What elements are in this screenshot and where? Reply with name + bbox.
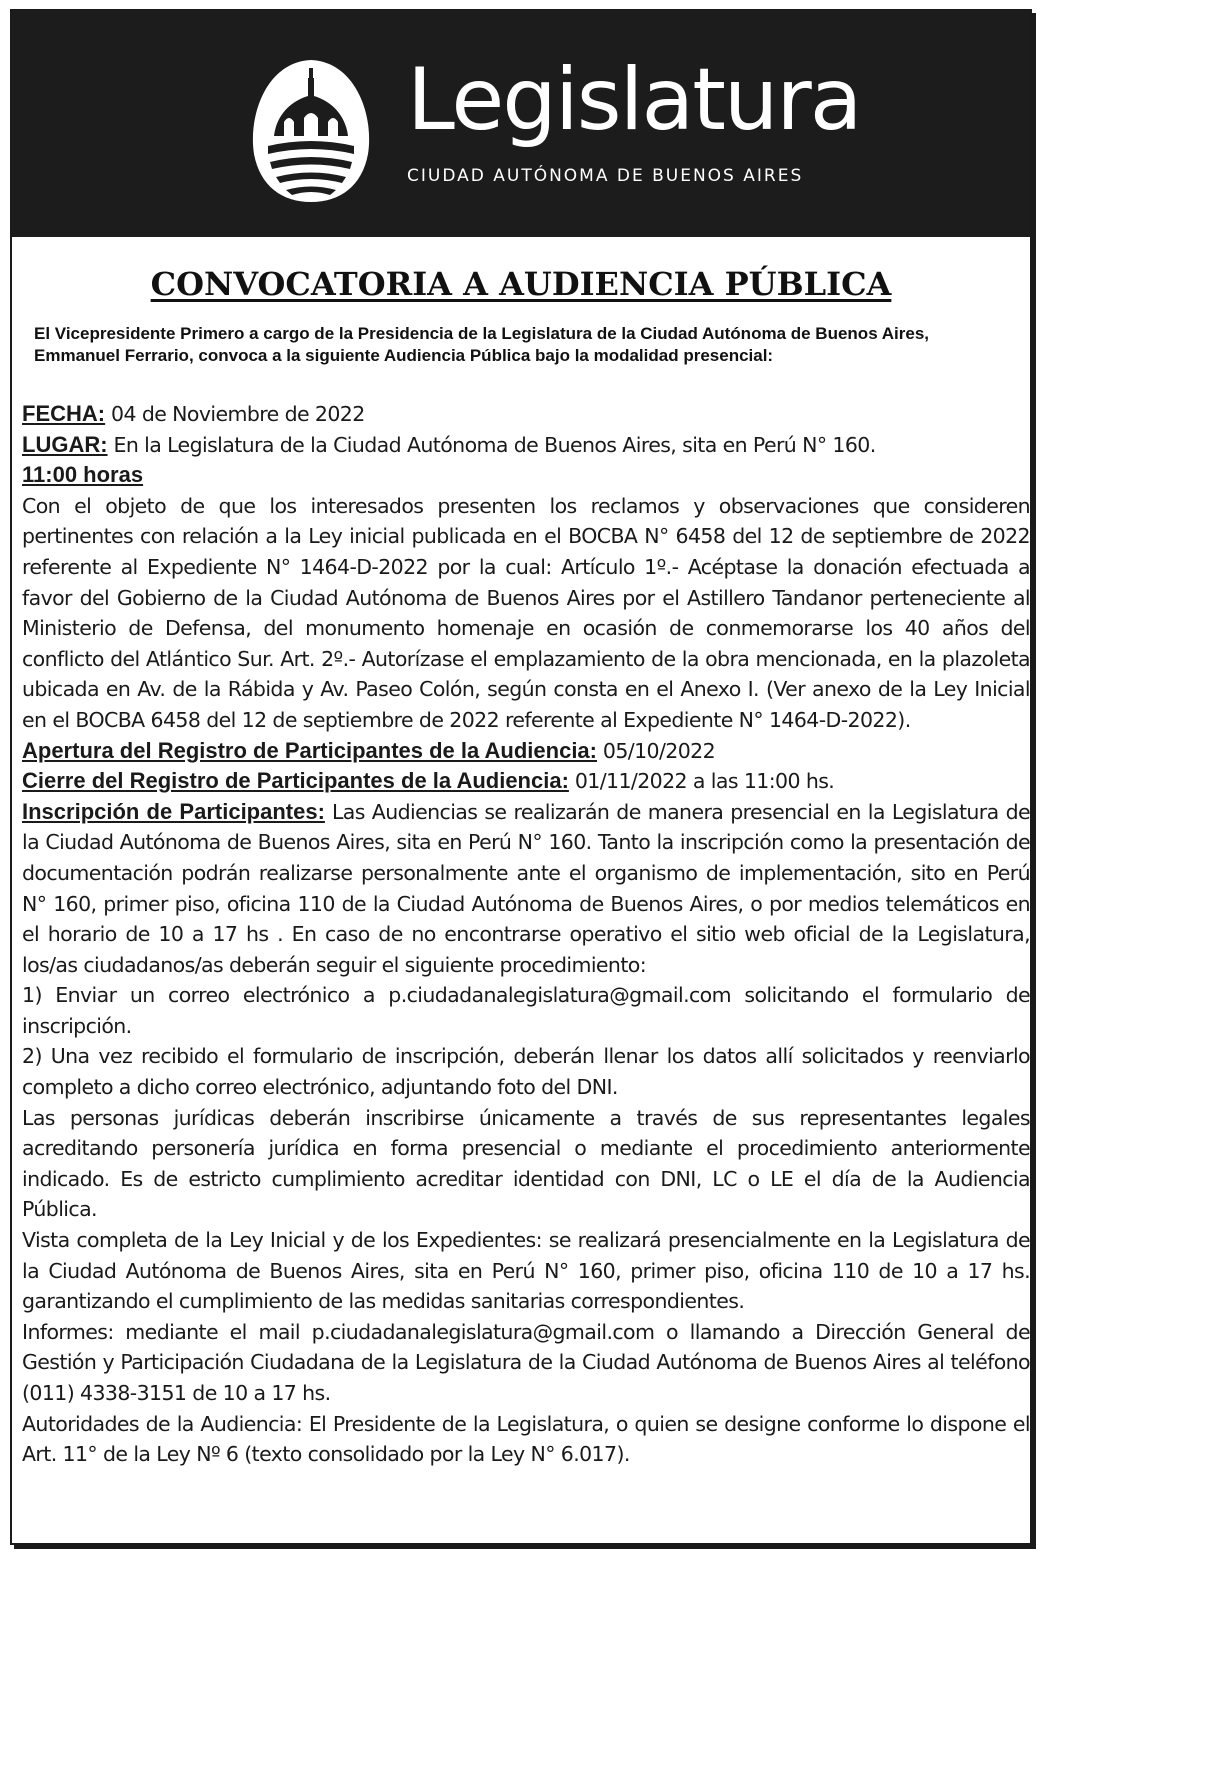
paso1-paragraph: 1) Enviar un correo electrónico a p.ciudadanalegislatura@gmail.com solicitando el formulario de inscripción. [22, 983, 1030, 1038]
notice-frame [10, 9, 1032, 1545]
cierre-value: 01/11/2022 a las 11:00 hs. [568, 769, 835, 794]
hora-line [22, 460, 1030, 491]
fecha-value: 04 de Noviembre de 2022 [105, 402, 365, 426]
brand-subtitle: CIUDAD AUTÓNOMA DE BUENOS AIRES [407, 166, 804, 186]
legislature-dome-logo-icon [246, 56, 376, 206]
brand-name: Legislatura [407, 50, 861, 150]
cierre-line [22, 766, 1030, 797]
fecha-label: FECHA: [22, 401, 106, 426]
fecha-line [22, 399, 1030, 430]
juridicas-paragraph: Las personas jurídicas deberán inscribirse únicamente a través de sus representantes legales acreditando personería jurídica en forma presencial o mediante el procedimiento anteriormente indicado. Es de estricto cumplimiento acreditar identidad con DNI, LC o LE el día de la Audiencia Pública. [22, 1105, 1030, 1222]
paso2-paragraph: 2) Una vez recibido el formulario de inscripción, deberán llenar los datos allí solicitados y reenviarlo completo a dicho correo electrónico, adjuntando foto del DNI. [22, 1044, 1030, 1100]
objeto-paragraph: Con el objeto de que los interesados presenten los reclamos y observaciones que consideren pertinentes con relación a la Ley inicial publicada en el BOCBA N° 6458 del 12 de septiembre de 2022 referente al Expediente N° 1464-D-2022 por la cual: Artículo 1º.- Acéptase la donación efectuada a favor del Gobierno de la Ciudad Autónoma de Buenos Aires por el Astillero Tandanor perteneciente al Ministerio de Defensa, del monumento homenaje en ocasión de conmemorarse los 40 años del conflicto del Atlántico Sur. Art. 2º.- Autorízase el emplazamiento de la obra mencionada, en la plazoleta ubicada en Av. de la Rábida y Av. Paseo Colón, según consta en el Anexo I. (Ver anexo de la Ley Inicial en el BOCBA 6458 del 12 de septiembre de 2022 referente al Expediente N° 1464-D-2022). [22, 493, 1030, 732]
inscripcion-paragraph [22, 797, 1030, 981]
informes-paragraph: Informes: mediante el mail p.ciudadanalegislatura@gmail.com o llamando a Dirección General de Gestión y Participación Ciudadana de la Legislatura de la Ciudad Autónoma de Buenos Aires al teléfono (011) 4338-3151 de 10 a 17 hs. [22, 1319, 1030, 1405]
autoridades-paragraph: Autoridades de la Audiencia: El Presidente de la Legislatura, o quien se designe conforme lo dispone el Art. 11° de la Ley Nº 6 (texto consolidado por la Ley N° 6.017). [22, 1411, 1030, 1467]
intro-paragraph: El Vicepresidente Primero a cargo de la Presidencia de la Legislatura de la Ciudad Autónoma de Buenos Aires, Emmanuel Ferrario, convoca a la siguiente Audiencia Pública bajo la modalidad presencial: [34, 324, 929, 365]
notice-title: CONVOCATORIA A AUDIENCIA PÚBLICA [150, 265, 892, 303]
inscripcion-value: Las Audiencias se realizarán de manera presencial en la Legislatura de la Ciudad Autónoma de Buenos Aires, sita en Perú N° 160. Tanto la inscripción como la presentación de documentación podrán realizarse personalmente ante el organismo de implementación, sito en Perú N° 160, primer piso, oficina 110 de la Ciudad Autónoma de Buenos Aires, o por medios telemáticos en el horario de 10 a 17 hs . En caso de no encontrarse operativo el sitio web oficial de la Legislatura, los/as ciudadanos/as deberán seguir el siguiente procedimiento: [22, 799, 1031, 977]
inscripcion-label: Inscripción de Participantes: [22, 798, 325, 824]
apertura-line [22, 736, 1030, 767]
notice-body [22, 399, 1030, 1470]
cierre-label: Cierre del Registro de Participantes de la Audiencia: [22, 768, 569, 794]
header-banner [12, 11, 1030, 237]
vista-paragraph: Vista completa de la Ley Inicial y de los Expedientes: se realizará presencialmente en la Legislatura de la Ciudad Autónoma de Buenos Aires, sita en Perú N° 160, primer piso, oficina 110 de 10 a 17 hs. garantizando el cumplimiento de las medidas sanitarias correspondientes. [22, 1228, 1030, 1314]
hora-label: 11:00 horas [22, 462, 144, 488]
apertura-label: Apertura del Registro de Participantes de la Audiencia: [22, 737, 597, 763]
lugar-label: LUGAR: [22, 431, 108, 457]
apertura-value: 05/10/2022 [597, 738, 716, 763]
lugar-line [22, 430, 1030, 461]
lugar-value: En la Legislatura de la Ciudad Autónoma de Buenos Aires, sita en Perú N° 160. [107, 432, 876, 457]
